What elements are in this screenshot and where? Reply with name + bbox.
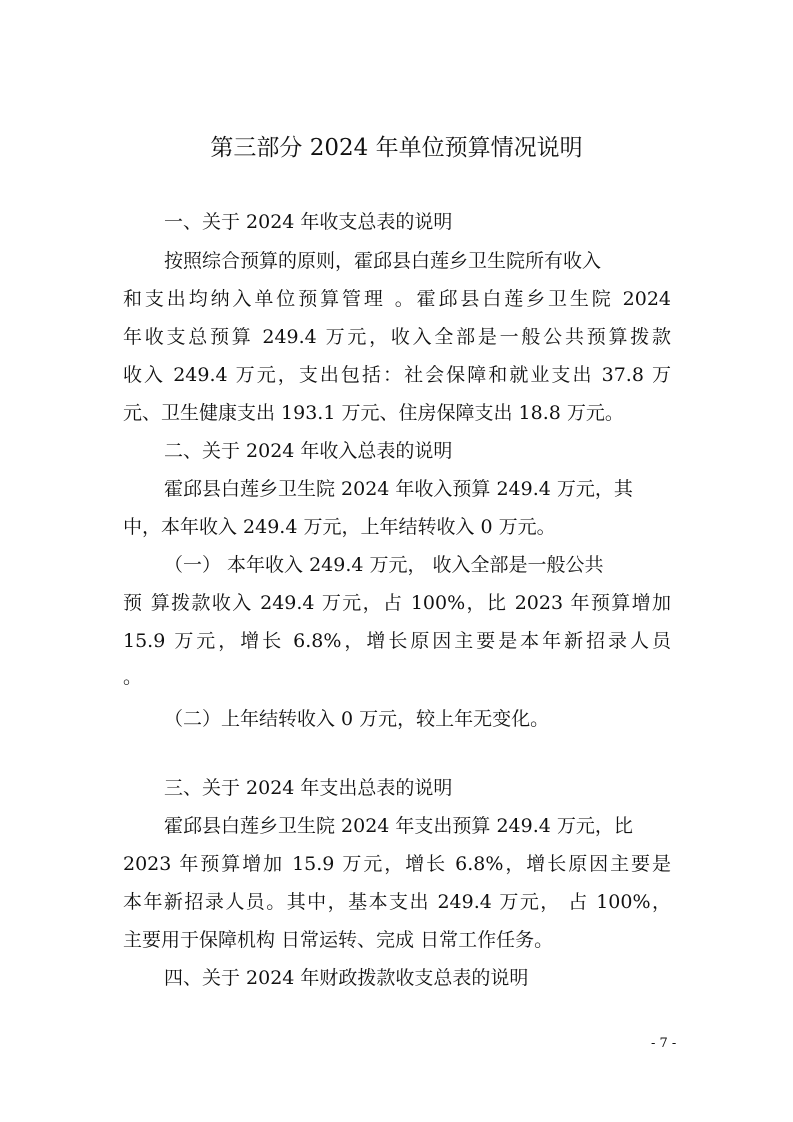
section-2-line-2: 中，本年收入 249.4 万元，上年结转收入 0 万元。 [123, 516, 556, 538]
section-1-line-2: 和支出均纳入单位预算管理 。霍邱县白莲乡卫生院 2024 [123, 288, 671, 310]
section-4-heading: 四、关于 2024 年财政拨款收支总表的说明 [164, 967, 529, 989]
section-2-item-1-line-3: 15.9 万元，增长 6.8%，增长原因主要是本年新招录人员 [123, 630, 671, 652]
section-1-line-1: 按照综合预算的原则，霍邱县白莲乡卫生院所有收入 [164, 250, 602, 272]
section-3-line-1: 霍邱县白莲乡卫生院 2024 年支出预算 249.4 万元，比 [164, 815, 633, 837]
section-3-line-3: 本年新招录人员。其中，基本支出 249.4 万元， 占 100%， [123, 891, 671, 913]
section-3-line-2: 2023 年预算增加 15.9 万元，增长 6.8%，增长原因主要是 [123, 853, 671, 875]
page-number: - 7 - [651, 1036, 677, 1051]
section-2-heading: 二、关于 2024 年收入总表的说明 [164, 440, 453, 462]
section-1-line-5: 元、卫生健康支出 193.1 万元、住房保障支出 18.8 万元。 [123, 402, 624, 424]
section-3-line-4: 主要用于保障机构 日常运转、完成 日常工作任务。 [123, 929, 554, 951]
section-2-line-1: 霍邱县白莲乡卫生院 2024 年收入预算 249.4 万元，其 [164, 478, 633, 500]
section-1-heading: 一、关于 2024 年收支总表的说明 [164, 211, 453, 233]
section-2-item-1-line-2: 预 算拨款收入 249.4 万元，占 100%，比 2023 年预算增加 [123, 592, 671, 614]
section-3-heading: 三、关于 2024 年支出总表的说明 [164, 777, 453, 799]
section-2-item-1-line-1: （一） 本年收入 249.4 万元， 收入全部是一般公共 [164, 554, 604, 576]
section-2-item-1-line-4: 。 [123, 666, 143, 688]
section-1-line-4: 收入 249.4 万元，支出包括：社会保障和就业支出 37.8 万 [123, 364, 671, 386]
section-1-line-3: 年收支总预算 249.4 万元，收入全部是一般公共预算拨款 [123, 326, 671, 348]
page-title: 第三部分 2024 年单位预算情况说明 [210, 135, 583, 161]
section-2-item-2: （二）上年结转收入 0 万元，较上年无变化。 [164, 708, 550, 730]
